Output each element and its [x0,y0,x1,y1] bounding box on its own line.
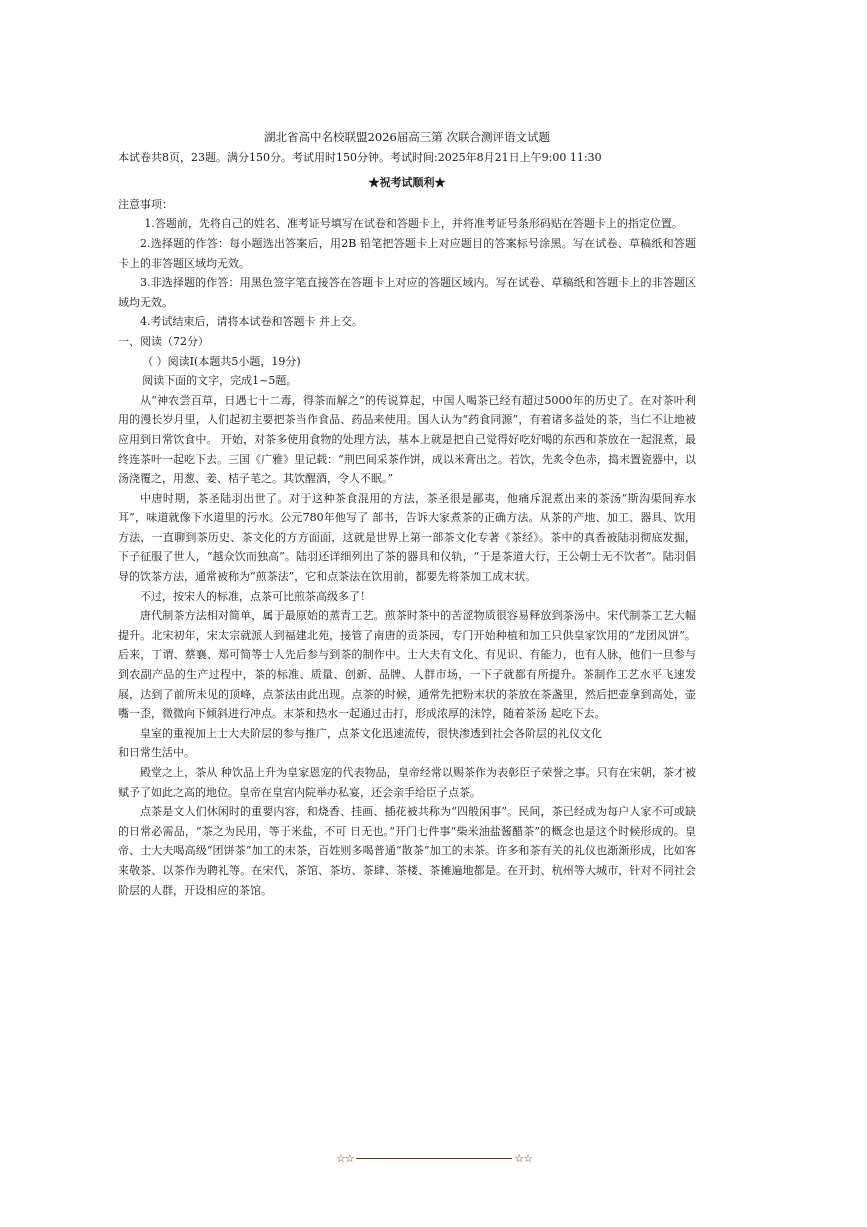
passage-paragraph-5-cont: 和日常生活中。 [118,746,195,760]
good-luck-banner: ★祝考试顺利★ [368,176,446,190]
notice-item-4: 4.考试结束后，请将本试卷和答题卡 并上交。 [140,315,363,329]
footer-divider-line [356,1158,513,1159]
exam-title: 湖北省高中名校联盟2026届高三第 次联合测评语文试题 [264,130,550,144]
notice-item-3: 3.非选择题的作答：用黑色签字笔直接答在答题卡上对应的答题区域内。写在试卷、草稿纸和答题卡上的非答题区域均无效。 [118,276,696,309]
section-instruction: 阅读下面的文字，完成1~5题。 [142,374,298,388]
passage-paragraph-4: 唐代制茶方法相对简单，属于最原始的蒸青工艺。煎茶时茶中的苦涩物质很容易释放到茶汤中。宋代制茶工艺大幅提升。北宋初年，宋太宗就派人到福建北苑，接管了南唐的贡茶园，专门开始种植和加工只供皇家饮用的“龙团凤饼”。后来，丁谓、蔡襄、郑可简等士人先后参与到茶的制作中。士大夫有文化、有见识、有能力，也有人脉，他们一旦参与到农副产品的生产过程中，茶的标准、质量、创新、品牌、人群市场，一下子就都有所提升。茶制作工艺水平飞速发展，达到了前所未见的顶峰，点茶法由此出现。点茶的时候，通常先把粉末状的茶放在茶盏里，然后把壶拿到高处，壶嘴一歪，微微向下倾斜进行冲点。末茶和热水一起通过击打，形成浓厚的沫饽，随着茶汤 起吃下去。 [118,609,696,721]
footer-right-stars: ☆☆ [514,1151,532,1165]
notice-item-2: 2.选择题的作答：每小题选出答案后，用2B 铅笔把答题卡上对应题目的答案标号涂黑。写在试卷、草稿纸和答题卡上的非答题区域均无效。 [118,236,696,270]
passage-paragraph-6: 殿堂之上，茶从 种饮品上升为皇家恩宠的代表物品，皇帝经常以赐茶作为表彰臣子荣誉之事。只有在宋朝，茶才被赋予了如此之高的地位。皇帝在皇宫内院举办私宴，还会亲手给臣子点茶。 [118,766,696,799]
passage-paragraph-7: 点茶是文人们休闲时的重要内容，和烧香、挂画、插花被共称为“四般闲事”。民间，茶已经成为每户人家不可或缺的日常必需品，“茶之为民用，等于米盐，不可 日无也。”开门七件事“柴米油盐酱醋茶”的概念也是这个时候形成的。皇帝、士大夫喝高级“团饼茶”加工的末茶，百姓则多喝普通“散茶”加工的末茶。许多和茶有关的礼仪也渐渐形成，比如客来敬茶、以茶作为聘礼等。在宋代，茶馆、茶坊、茶肆、茶楼、茶摊遍地都是。在开封、杭州等大城市，针对不同社会阶层的人群，开设相应的茶馆。 [118,805,696,897]
notice-heading: 注意事项： [118,197,173,211]
notice-item-1: 1.答题前，先将自己的姓名、准考证号填写在试卷和答题卡上，并将准考证号条形码贴在答题卡上的指定位置。 [144,217,683,231]
exam-meta: 本试卷共8页，23题。满分150分。考试用时150分钟。考试时间:2025年8月21日上午9:00 11:30 [118,150,602,164]
passage-paragraph-5: 皇室的重视加上士大夫阶层的参与推广，点茶文化迅速流传，很快渗透到社会各阶层的礼仪文化 [140,726,602,740]
passage-paragraph-2: 中唐时期，茶圣陆羽出世了。对于这种茶食混用的方法，茶圣很是鄙夷，他痛斥混煮出来的茶汤“斯沟渠间弃水耳”，味道就像下水道里的污水。公元780年他写了 部书，告诉大家煮茶的正确方法。从茶的产地、加工、器具、饮用方法，一直聊到茶历史、茶文化的方方面面，这就是世界上第一部茶文化专著《茶经》。茶中的真香被陆羽彻底发掘， 下子征服了世人，“越众饮而独高”。陆羽还详细列出了茶的器具和仪轨，“于是茶道大行，王公朝士无不饮者”。陆羽倡导的饮茶方法，通常被称为“煎茶法”，它和点茶法在饮用前，都要先将茶加工成末状。 [118,491,696,584]
page-content [118,128,696,900]
passage-paragraph-3: 不过，按宋人的标准，点茶可比煎茶高级多了！ [140,589,371,603]
passage-paragraph-1: 从“神农尝百草，日遇七十二毒，得茶而解之”的传说算起，中国人喝茶已经有超过5000年的历史了。在对茶叶利用的漫长岁月里，人们起初主要把茶当作食品、药品来使用。国人认为“药食同源”，有着诸多益处的茶，当仁不让地被应用到日常饮食中。 开始，对茶多使用食物的处理方法，基本上就是把自己觉得好吃好喝的东西和茶放在一起混煮，最终连茶叶一起吃下去。三国《广雅》里记载：“荆巴间采茶作饼，成以米膏出之。若饮，先炙令色赤，捣末置瓷器中，以汤浇覆之，用葱、姜、桔子芼之。其饮醒酒，令人不眠。” [118,393,696,486]
footer-left-stars: ☆☆ [336,1151,354,1165]
section-subheading: （ ）阅读Ⅰ(本题共5小题，19分) [142,354,301,368]
section-heading: 一、阅读（72分） [118,334,209,348]
page-footer-ornament [336,1151,532,1165]
